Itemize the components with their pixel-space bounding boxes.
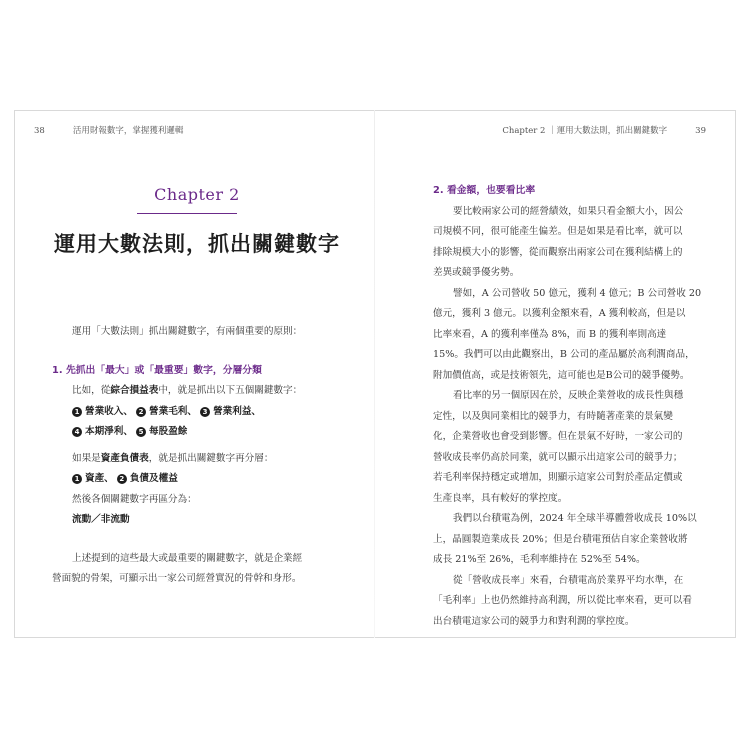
closing-line1: 上述提到的這些最大或最重要的關鍵數字，就是企業經 — [72, 552, 303, 564]
intro-paragraph: 運用「大數法則」抓出關鍵數字，有兩個重要的原則： — [72, 326, 303, 337]
income-items-row1 — [52, 402, 322, 423]
number-badge-icon: 2 — [136, 407, 146, 417]
para1-line: 差異或競爭優劣勢。 — [433, 267, 520, 278]
para5-line: 「毛利率」上也仍然維持高利潤，所以從比率來看，更可以看 — [433, 595, 693, 606]
section1-line4 — [52, 449, 322, 470]
chapter-title: 運用大數法則，抓出關鍵數字 — [54, 232, 340, 256]
s1-line4-post: ，就是抓出關鍵數字再分層： — [148, 452, 274, 464]
para2-line: 譬如，A 公司營收 50 億元，獲利 4 億元；B 公司營收 20 — [453, 287, 702, 299]
income-items-row2 — [52, 422, 322, 443]
section1-heading: 1. 先抓出「最大」或「最重要」數字，分層分類 — [52, 364, 262, 376]
s1-line4-pre: 如果是 — [72, 452, 101, 464]
number-badge-icon: 4 — [72, 427, 82, 437]
left-body — [52, 322, 322, 590]
s1-line1-pre: 比如，從 — [72, 385, 111, 396]
para2-line: 比率來看，A 的獲利率僅為 8%，而 B 的獲利率則高達 — [433, 328, 667, 340]
section1-line6: 然後各個關鍵數字再區分為： — [72, 493, 197, 505]
number-badge-icon: 1 — [72, 474, 82, 484]
para1-line: 排除規模大小的影響，從而觀察出兩家公司在獲利結構上的 — [433, 246, 683, 258]
section1-line7: 流動／非流動 — [72, 514, 130, 525]
income-item: 營業毛利、 — [149, 405, 197, 417]
section1-line1 — [52, 381, 322, 402]
s1-line4-bold: 資產負債表 — [100, 452, 149, 464]
income-item: 每股盈餘 — [149, 426, 188, 437]
para5-line: 出台積電這家公司的競爭力和對利潤的掌控度。 — [433, 615, 635, 627]
para4-line: 上，晶圓製造業成長 20%；但是台積電預估自家企業營收將 — [433, 533, 688, 545]
right-running-head: Chapter 2 ｜運用大數法則，抓出關鍵數字 — [502, 126, 668, 136]
para4-line: 我們以台積電為例，2024 年全球半導體營收成長 10%以 — [453, 513, 697, 524]
right-running-header — [502, 124, 706, 136]
left-page-number: 38 — [34, 126, 45, 136]
right-body — [433, 181, 705, 632]
right-page-number: 39 — [695, 126, 706, 136]
para2-line: 億元，獲利 3 億元。以獲利金額來看，A 獲利較高，但是以 — [433, 308, 686, 319]
left-running-head: 活用財報數字，掌握獲利邏輯 — [72, 126, 184, 136]
para2-line: 15%。我們可以由此觀察出，B 公司的產品屬於高利潤商品， — [433, 349, 695, 360]
chapter-divider — [137, 213, 237, 214]
s1-line1-bold: 綜合損益表 — [110, 385, 159, 396]
para1-line: 司規模不同，很可能產生偏差。但是如果是看比率，就可以 — [433, 226, 683, 237]
number-badge-icon: 3 — [200, 407, 210, 417]
book-gutter — [374, 110, 375, 638]
number-badge-icon: 1 — [72, 407, 82, 417]
para2-line: 附加價值高，或是技術領先，這可能也是B公司的競爭優勢。 — [433, 369, 690, 381]
para3-line: 若毛利率保持穩定或增加，則顯示這家公司對於產品定價或 — [433, 472, 683, 483]
balance-items-row — [52, 469, 322, 490]
para3-line: 定性，以及與同業相比的競爭力，有時隨著產業的景氣變 — [433, 410, 673, 422]
chapter-label: Chapter 2 — [154, 185, 240, 204]
s1-line1-post: 中，就是抓出以下五個關鍵數字： — [158, 385, 303, 396]
para1-line: 要比較兩家公司的經營績效，如果只看金額大小，因公 — [453, 205, 684, 217]
income-item: 本期淨利、 — [85, 426, 133, 437]
number-badge-icon: 5 — [136, 427, 146, 437]
para3-line: 看比率的另一個原因在於，反映企業營收的成長性與穩 — [453, 390, 684, 401]
number-badge-icon: 2 — [117, 474, 127, 484]
section2-heading: 2. 看金額，也要看比率 — [433, 185, 536, 196]
para3-line: 營收成長率仍高於同業，就可以顯示出這家公司的競爭力； — [433, 451, 683, 463]
para3-line: 化，企業營收也會受到影響。但在景氣不好時，一家公司的 — [433, 431, 683, 442]
balance-item: 負債及權益 — [129, 473, 178, 484]
income-item: 營業收入、 — [85, 405, 133, 417]
closing-line2: 營面貌的骨架，可顯示出一家公司經營實況的骨幹和身形。 — [52, 573, 302, 584]
left-running-header — [34, 124, 183, 136]
para4-line: 成長 21%至 26%，毛利率維持在 52%至 54%。 — [433, 554, 646, 565]
income-item: 營業利益、 — [213, 405, 262, 417]
para3-line: 生產良率，具有較好的掌控度。 — [433, 492, 568, 504]
para5-line: 從「營收成長率」來看，台積電高於業界平均水準，在 — [453, 574, 684, 586]
balance-item: 資產、 — [85, 473, 114, 484]
